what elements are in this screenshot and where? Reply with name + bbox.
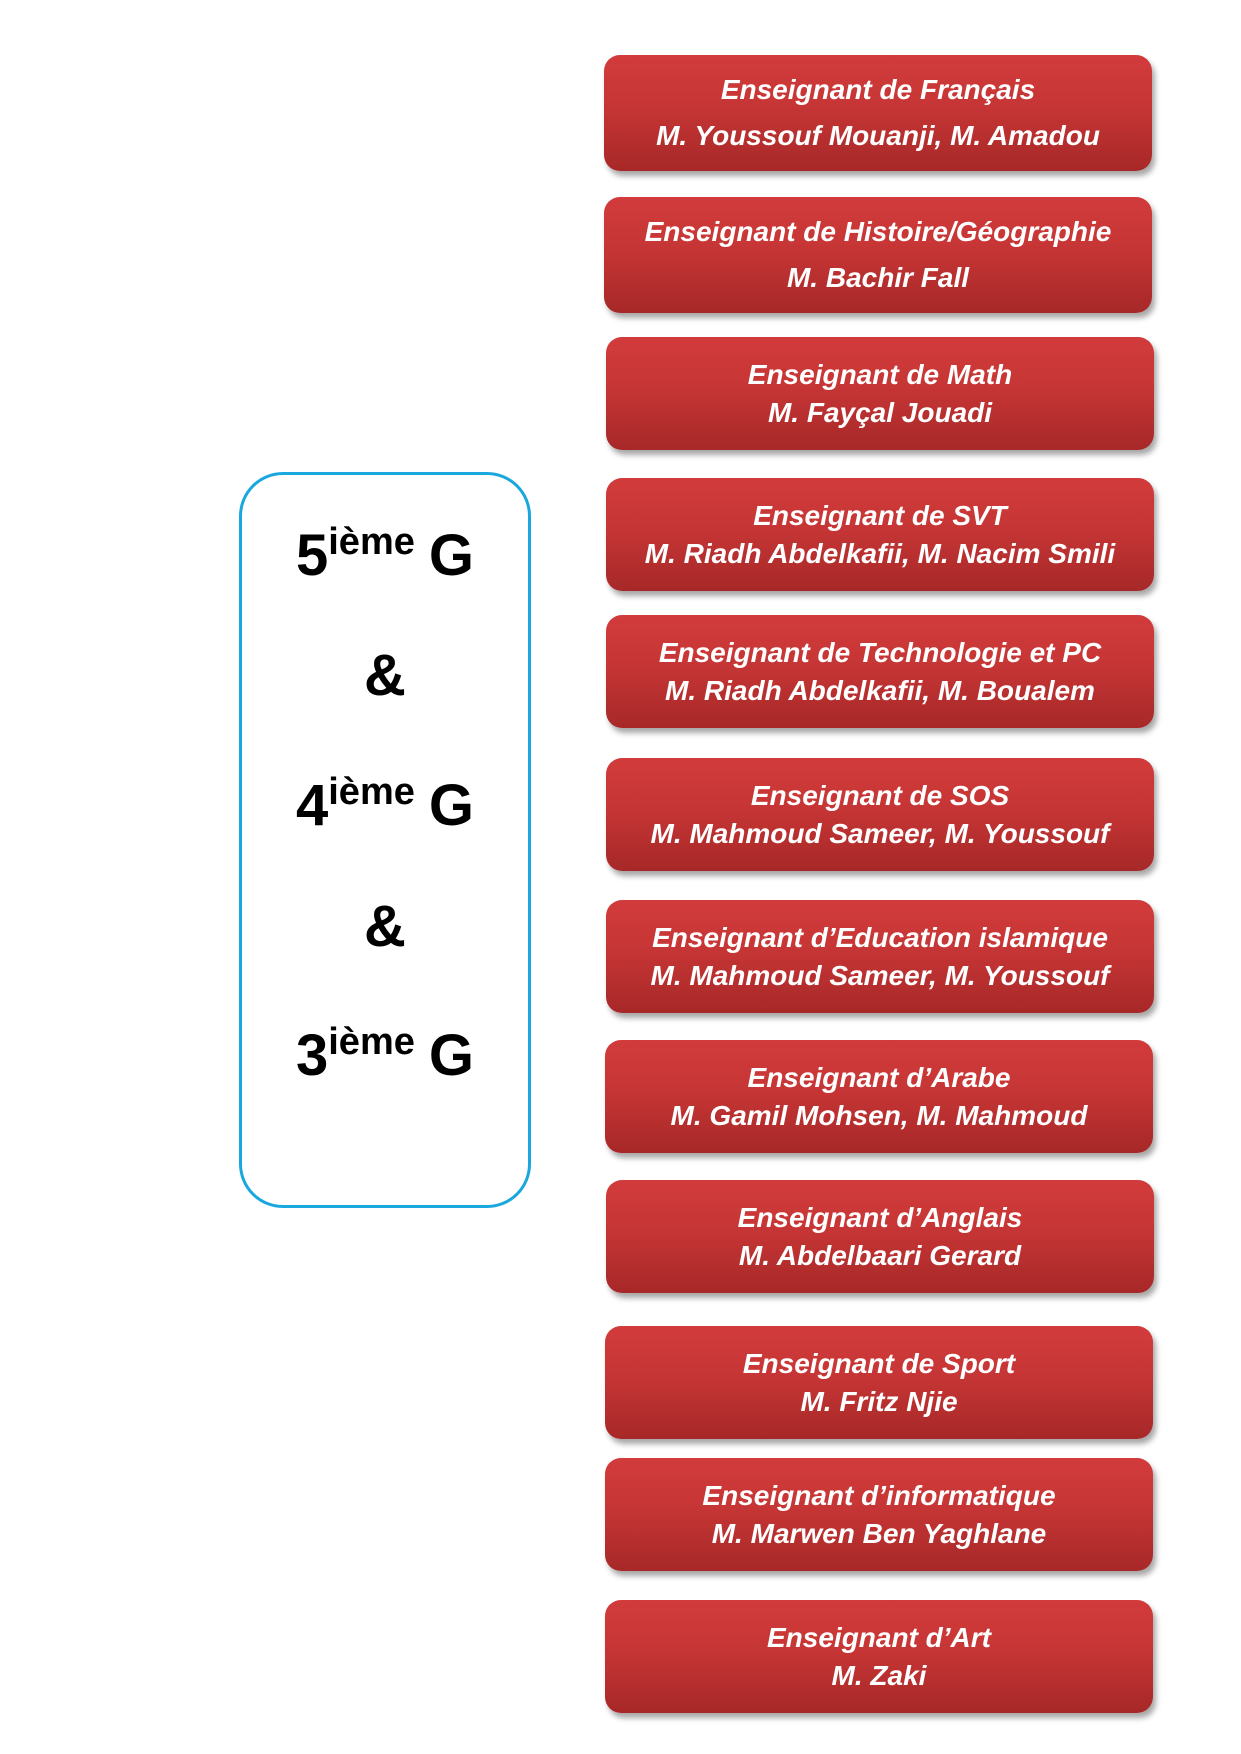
teacher-names: M. Zaki — [831, 1659, 927, 1691]
ampersand-1: & — [364, 643, 406, 708]
grade-3-number: 3 — [295, 1023, 329, 1088]
teacher-subject: Enseignant de SVT — [753, 499, 1007, 531]
grade-4-suffix: ième — [328, 771, 415, 813]
teacher-subject: Enseignant de Sport — [742, 1347, 1016, 1379]
grade-5-suffix: ième — [328, 521, 415, 563]
teacher-card-technologie-pc — [606, 615, 1154, 728]
teacher-subject: Enseignant d’Anglais — [737, 1201, 1023, 1233]
grade-4-number: 4 — [295, 773, 329, 838]
teacher-card-anglais — [606, 1180, 1154, 1293]
teacher-names: M. Fayçal Jouadi — [767, 396, 993, 428]
teacher-subject: Enseignant d’Education islamique — [652, 921, 1108, 953]
teacher-card-sport — [605, 1326, 1153, 1439]
grade-5-letter: G — [428, 523, 474, 588]
teacher-names: M. Mahmoud Sameer, M. Youssouf — [650, 817, 1110, 849]
teacher-subject: Enseignant d’Art — [766, 1621, 991, 1653]
ampersand-2: & — [364, 894, 406, 959]
teacher-subject: Enseignant de Histoire/Géographie — [644, 216, 1112, 247]
teacher-card-sos — [606, 758, 1154, 871]
teacher-subject: Enseignant d’informatique — [702, 1479, 1056, 1511]
teacher-subject: Enseignant de Math — [747, 358, 1013, 390]
teacher-card-education-islamique — [606, 900, 1154, 1013]
grade-3-letter: G — [428, 1023, 474, 1088]
teacher-names: M. Mahmoud Sameer, M. Youssouf — [650, 959, 1110, 991]
teacher-subject: Enseignant de Technologie et PC — [658, 636, 1102, 668]
teacher-subject: Enseignant d’Arabe — [747, 1061, 1011, 1093]
teacher-subject: Enseignant de Français — [720, 74, 1036, 105]
teacher-card-arabe — [605, 1040, 1153, 1153]
teacher-card-francais — [604, 55, 1152, 171]
teacher-names: M. Gamil Mohsen, M. Mahmoud — [670, 1099, 1088, 1131]
teacher-card-informatique — [605, 1458, 1153, 1571]
teacher-card-histoire-geographie — [604, 197, 1152, 313]
grade-5-number: 5 — [295, 523, 329, 588]
teacher-names: M. Marwen Ben Yaghlane — [711, 1517, 1047, 1549]
teacher-names: M. Bachir Fall — [786, 262, 970, 293]
teacher-card-svt — [606, 478, 1154, 591]
teacher-names: M. Riadh Abdelkafii, M. Nacim Smili — [644, 537, 1116, 569]
teacher-subject: Enseignant de SOS — [750, 779, 1010, 811]
teacher-names: M. Fritz Njie — [800, 1385, 958, 1417]
teacher-card-art — [605, 1600, 1153, 1713]
grade-3-suffix: ième — [328, 1021, 415, 1063]
teacher-names: M. Youssouf Mouanji, M. Amadou — [656, 120, 1100, 151]
grade-4-letter: G — [428, 773, 474, 838]
teacher-names: M. Abdelbaari Gerard — [738, 1239, 1022, 1271]
teacher-card-math — [606, 337, 1154, 450]
teacher-names: M. Riadh Abdelkafii, M. Boualem — [665, 674, 1095, 706]
